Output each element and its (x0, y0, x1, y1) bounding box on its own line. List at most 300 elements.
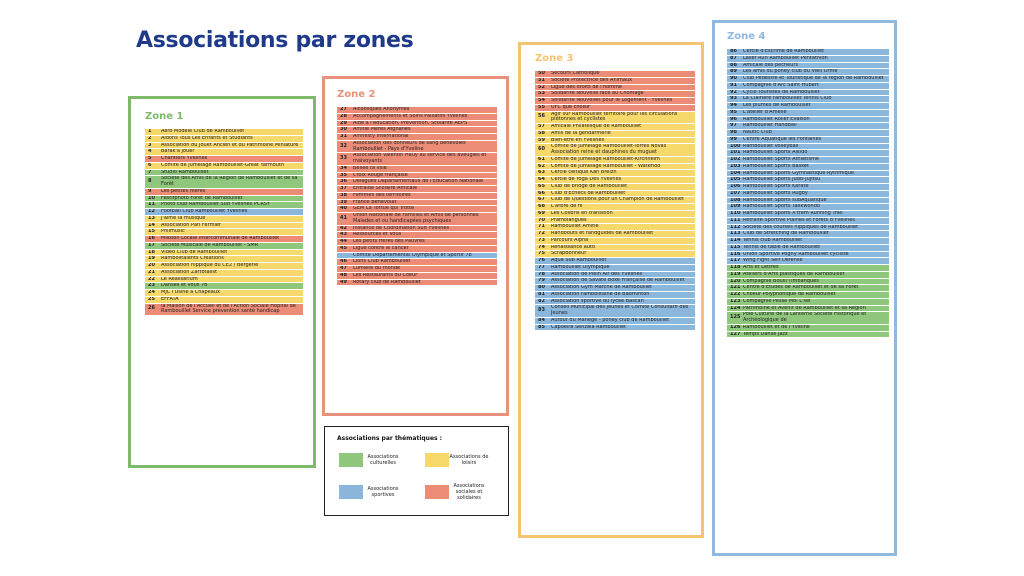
association-number: 7 (148, 169, 152, 175)
association-row (337, 193, 497, 199)
association-number: 83 (538, 307, 545, 314)
association-row (337, 280, 497, 286)
association-row (727, 117, 889, 123)
association-row (337, 107, 497, 113)
association-number: 64 (538, 177, 545, 182)
association-number: 59 (538, 137, 545, 143)
association-name: Comité de Jumelage Rambouillet-Kirchheim (551, 156, 660, 162)
association-row (727, 292, 889, 298)
association-number: 78 (538, 271, 545, 277)
association-number: 127 (730, 331, 741, 337)
association-number: 13 (148, 215, 155, 221)
association-row (727, 184, 889, 190)
association-name: Rambouillet Volleyball (743, 143, 799, 149)
association-name: Philmusic (161, 229, 185, 235)
association-row (727, 211, 889, 217)
association-name: Secours Catholique (551, 71, 600, 76)
association-row (535, 272, 695, 278)
association-number: 23 (148, 283, 155, 289)
association-number: 69 (538, 210, 545, 216)
association-name: Association Zartotalist (161, 269, 217, 275)
zone-2-title: Zone 2 (337, 89, 376, 100)
association-number: 11 (148, 202, 155, 208)
association-name: Femmes des territoires (353, 192, 411, 198)
association-row (727, 76, 889, 82)
association-row (145, 163, 303, 169)
association-name: Barak'a Jouer (161, 149, 195, 155)
association-number: 77 (538, 264, 545, 270)
association-name: Association sportive du lycée Bascan (551, 298, 644, 304)
association-number: 105 (730, 177, 741, 183)
association-number: 123 (730, 298, 741, 304)
association-row (535, 305, 695, 317)
association-name: Société des Amis de la Région de Rambouillet et de sa Forêt (161, 176, 298, 187)
association-name: Photo club Rambouillet Sud Yvelines PCRSY (161, 202, 271, 208)
association-name: Les petites mères (161, 188, 206, 194)
association-name: L'arbre de fil (551, 204, 583, 209)
association-number: 88 (730, 62, 737, 68)
association-number: 67 (538, 197, 545, 203)
association-name: Les Restaurants du Coeur (353, 272, 418, 278)
association-row (727, 198, 889, 204)
association-name: Club de bridge de Rambouillet (551, 183, 628, 189)
legend-label-sportives: Associations sportives (367, 486, 399, 498)
association-name: Bellee ta ville (353, 165, 387, 171)
association-name: Bien-être en Yvelines (551, 137, 605, 143)
zone-2-list (337, 107, 497, 286)
association-number: 81 (538, 291, 545, 297)
association-name: L'atelier d'Amélie (743, 109, 787, 115)
association-name: Rambouillet Sports Judo-Jujitsu (743, 177, 821, 183)
association-row (535, 299, 695, 305)
association-name: Les plumes de Rambouillet (743, 103, 811, 108)
association-row (535, 78, 695, 84)
association-number: 42 (340, 225, 347, 231)
association-name: Club de Questions pour un Champion de Rambouillet (551, 197, 684, 203)
association-number: 89 (730, 69, 737, 75)
association-number: 92 (730, 89, 737, 95)
zone-4-title: Zone 4 (727, 31, 766, 42)
association-name: Pramolangues (551, 217, 587, 223)
zone-1-list (145, 129, 303, 316)
association-name: Comité de jumelage Rambouillet-Torres Novas Association reine et dauphines du muguet (551, 144, 667, 155)
association-number: 38 (340, 192, 347, 198)
association-name: Association Valentin Haüy au service des aveugles et malvoyants (353, 153, 487, 164)
association-number: 85 (538, 324, 545, 330)
association-number: 32 (340, 142, 347, 149)
association-number: 20 (148, 263, 155, 268)
association-number: 31 (340, 134, 347, 139)
association-number: 91 (730, 82, 737, 88)
association-name: ScrapBonheur (551, 251, 587, 257)
association-name: Club Pédestre et Touristique de la région de Rambouillet (743, 76, 884, 81)
association-name: EFFATA (161, 296, 179, 302)
association-number: 66 (538, 190, 545, 196)
association-name: Cyclo Touristes de Rambouillet (743, 89, 820, 95)
association-row (727, 245, 889, 251)
association-row (145, 270, 303, 276)
association-row (337, 232, 497, 238)
association-name: GEM La Tortue qui Trotte (353, 206, 415, 212)
association-name: Association du Jouet Ancien et du Patrimoine Miniature (161, 142, 299, 148)
association-row (535, 224, 695, 230)
association-number: 106 (730, 184, 741, 189)
association-name: Comité de Jumelage Rambouillet - Waterloo (551, 163, 661, 169)
association-row (727, 123, 889, 129)
association-name: Aéro Modèle Club de Rambouillet (161, 129, 245, 134)
association-row (337, 134, 497, 140)
association-name: Rambouillet Sports X'trem Running Trail (743, 211, 843, 216)
association-number: 118 (730, 265, 741, 270)
association-name: Centre Aquatique les Fontaines (743, 136, 822, 142)
association-name: Compagnie Bouill'Timbanques (743, 278, 819, 284)
association-row (145, 236, 303, 242)
legend-swatch-culturelles (339, 453, 363, 467)
association-number: 58 (538, 130, 545, 136)
association-number: 93 (730, 96, 737, 102)
association-row (535, 218, 695, 224)
association-row (727, 218, 889, 224)
association-name: Rambouillet Sports Karaté (743, 184, 809, 189)
association-name: Rambouillet Handball (743, 123, 797, 129)
association-name: Rambouillet Sports Basket (743, 163, 809, 169)
association-row (535, 164, 695, 170)
zone-3-title: Zone 3 (535, 53, 574, 64)
association-row (535, 184, 695, 190)
association-number: 120 (730, 278, 741, 284)
association-number: 71 (538, 224, 545, 230)
association-number: 111 (730, 217, 741, 223)
association-name: MJC l'Usine à Chapeaux (161, 290, 220, 295)
association-number: 27 (340, 107, 347, 112)
association-number: 5 (148, 156, 152, 161)
association-row (535, 211, 695, 217)
association-name: Club d'Echecs de Rambouillet (551, 190, 626, 196)
association-name: Association Pari Fermier (161, 222, 221, 228)
association-name: Club de Stretching de Rambouillet (743, 231, 829, 237)
association-number: 9 (148, 188, 152, 194)
association-number: 6 (148, 162, 152, 168)
association-name: Lions Club Rambouillet (353, 259, 411, 265)
association-row (535, 197, 695, 203)
association-name: Association rambolitaine de Badminton (551, 291, 650, 297)
association-name: Délégués Départementaux de l'Education Nationale (353, 179, 484, 185)
association-row (145, 143, 303, 149)
association-row (145, 229, 303, 235)
association-number: 84 (538, 317, 545, 323)
association-name: Aidons Tous Les Enfants et Studiants (161, 135, 253, 141)
association-number: 79 (538, 278, 545, 284)
association-name: Rambouillet Olympique (551, 264, 610, 270)
legend-label-culturelles: Associations culturelles (367, 454, 399, 466)
association-number: 3 (148, 142, 152, 148)
association-row (535, 91, 695, 97)
association-name: Randoouts et randguidés de Rambouillet (551, 231, 654, 236)
association-row (727, 252, 889, 258)
association-row (145, 189, 303, 195)
association-row (337, 253, 497, 259)
association-number: 125 (730, 314, 741, 321)
association-row (535, 191, 695, 197)
association-number: 40 (340, 206, 347, 212)
association-number: 47 (340, 266, 347, 271)
association-number: 98 (730, 130, 737, 135)
association-number: 112 (730, 224, 741, 230)
association-name: Entraide Scolaire Amicale (353, 186, 418, 191)
association-row (145, 290, 303, 296)
association-row (535, 85, 695, 91)
association-row (337, 239, 497, 245)
association-name: Nautic Club (743, 130, 772, 135)
association-name: Association des donneurs de sang bénévoles Rambouillet - Pays d'Yveline (353, 140, 466, 152)
legend-label-loisirs: Associations de loisirs (449, 454, 489, 466)
association-name: Ligue des droits de l'homme (551, 84, 622, 90)
association-number: 95 (730, 109, 737, 115)
association-number: 87 (730, 55, 737, 61)
association-name: Le Réalisarium (161, 276, 198, 282)
association-name: Chantiers Yvelines (161, 156, 208, 161)
association-row (727, 231, 889, 237)
association-row (727, 171, 889, 177)
association-number: 28 (340, 113, 347, 119)
association-row (535, 112, 695, 124)
association-row (535, 285, 695, 291)
association-name: Société Musicale de Rambouillet - SMR (161, 242, 259, 248)
association-row (337, 273, 497, 279)
association-name: Les petits frères des Pauvres (353, 239, 425, 244)
association-row (727, 312, 889, 324)
association-name: Pôle Culturel de la Lanterne Société Historique et Archéologique de (743, 312, 867, 323)
association-number: 41 (340, 214, 347, 221)
association-number: 1 (148, 129, 152, 134)
association-row (535, 265, 695, 271)
association-row (145, 176, 303, 188)
association-number: 21 (148, 269, 155, 275)
association-number: 43 (340, 232, 347, 238)
association-number: 26 (148, 305, 155, 312)
legend-swatch-sociales (425, 485, 449, 499)
association-row (337, 246, 497, 252)
association-row (535, 251, 695, 257)
association-row (535, 177, 695, 183)
association-number: 15 (148, 229, 155, 235)
association-name: Patrimoine et Avenir de Rambouillet et sa Région (743, 305, 866, 311)
association-row (535, 124, 695, 130)
association-name: Compagnie d'Arc Saint Hubert (743, 82, 819, 88)
association-name: Société des courses hippiques de Rambouillet (743, 224, 859, 230)
association-name: Mission Locale Intercommunale de Rambouillet (161, 236, 280, 241)
association-number: 63 (538, 170, 545, 176)
association-name: Alcooliques Anonymes (353, 107, 410, 112)
association-row (535, 144, 695, 156)
association-number: 115 (730, 244, 741, 250)
association-name: Rambouillet Sports Athlétisme (743, 157, 819, 162)
association-row (535, 105, 695, 111)
association-row (727, 90, 889, 96)
association-row (145, 170, 303, 176)
association-row (727, 137, 889, 143)
association-number: 62 (538, 163, 545, 169)
legend-title: Associations par thématiques : (337, 435, 443, 442)
association-name: Comité Départemental Olympique et Sportif 78 (353, 252, 472, 258)
association-number: 94 (730, 103, 737, 108)
association-name: Association Gym Marche de Rambouillet (551, 285, 653, 290)
association-number: 25 (148, 296, 155, 302)
zone-2-panel (322, 76, 509, 416)
association-row (337, 153, 497, 165)
zone-4-panel (712, 20, 897, 556)
association-number: 73 (538, 237, 545, 243)
association-name: Société Protectrice des Animaux (551, 77, 633, 83)
page-title: Associations par zones (136, 28, 414, 53)
association-name: Compagnie Pesse Moi L'sel (743, 298, 811, 304)
association-name: Rambouillet Sports Taekwondo (743, 204, 820, 210)
association-row (535, 157, 695, 163)
association-row (535, 325, 695, 331)
association-row (535, 278, 695, 284)
association-row (727, 299, 889, 305)
association-name: Rambouillet Sports subAquatique (743, 197, 827, 203)
association-number: 109 (730, 204, 741, 210)
association-name: Cercle de Yoga Des Yvelines (551, 177, 622, 182)
association-number: 80 (538, 285, 545, 290)
association-number: 49 (340, 279, 347, 285)
association-number: 24 (148, 290, 155, 295)
association-name: Les Colibris en transition (551, 210, 613, 216)
association-number: 57 (538, 124, 545, 129)
association-row (145, 283, 303, 289)
association-row (145, 149, 303, 155)
association-number: 50 (538, 71, 545, 76)
association-row (145, 277, 303, 283)
association-row (145, 136, 303, 142)
association-row (727, 110, 889, 116)
association-row (145, 223, 303, 229)
association-number: 12 (148, 209, 155, 214)
association-number: 51 (538, 77, 545, 83)
association-name: Cercle d'Escrime de Rambouillet (743, 49, 825, 54)
association-name: Amitié Mères Afghanes (353, 127, 411, 133)
association-number: 90 (730, 76, 737, 81)
association-name: Rambouillet et de l'Yveline (743, 324, 810, 330)
association-row (727, 69, 889, 75)
association-number: 37 (340, 186, 347, 191)
association-name: Football Club Rambouillet Yvelines (161, 209, 248, 214)
association-number: 76 (538, 258, 545, 263)
association-number: 60 (538, 146, 545, 153)
association-name: Rambouillet Sports Gymnastique Rythmique (743, 170, 854, 176)
association-number: 104 (730, 170, 741, 176)
association-number: 55 (538, 104, 545, 110)
association-row (337, 121, 497, 127)
association-number: 65 (538, 183, 545, 189)
association-row (337, 179, 497, 185)
association-number: 124 (730, 305, 741, 311)
association-name: Danses et vous 78 (161, 283, 208, 289)
association-row (337, 141, 497, 153)
association-number: 18 (148, 249, 155, 255)
association-name: Lumière du monde (353, 266, 401, 271)
association-row (727, 177, 889, 183)
association-name: Parcours Alpha (551, 237, 589, 243)
legend-label-sociales: Associations sociales et solidaires (453, 483, 485, 501)
association-name: Amicale des pêcheurs (743, 62, 799, 68)
association-name: la Maison de l'Accueil et de l'Action Sociale Hôpital de Rambouillet Service prévention santé handicap (161, 303, 296, 315)
association-number: 74 (538, 244, 545, 250)
association-number: 108 (730, 197, 741, 203)
association-row (727, 285, 889, 291)
association-number: 8 (148, 178, 152, 185)
association-number: 116 (730, 251, 741, 257)
association-name: Croix Rouge française (353, 172, 408, 178)
association-number: 114 (730, 238, 741, 243)
association-row (727, 258, 889, 264)
association-number: 110 (730, 211, 741, 216)
association-name: Ressources et Vous (353, 232, 402, 238)
association-name: Capoeira Senzala Rambouillet (551, 324, 627, 330)
association-row (727, 279, 889, 285)
association-row (727, 49, 889, 55)
association-name: J'aime la musique (161, 215, 206, 221)
association-name: Rotary club de Rambouillet (353, 279, 421, 285)
association-row (145, 202, 303, 208)
association-row (145, 196, 303, 202)
association-number: 22 (148, 276, 155, 282)
zone-1-panel (128, 96, 316, 468)
association-number: 121 (730, 285, 741, 291)
legend-swatch-sportives (339, 485, 363, 499)
association-number: 14 (148, 222, 155, 228)
zone-4-list (727, 49, 889, 338)
association-name: Rambolitalents Créations (161, 256, 224, 262)
association-name: Ateliers d'Arts plastiques de Rambouillet (743, 271, 845, 277)
association-row (727, 150, 889, 156)
association-row (145, 209, 303, 215)
association-row (727, 144, 889, 150)
association-row (727, 56, 889, 62)
association-number: 53 (538, 91, 545, 97)
association-number: 102 (730, 157, 741, 162)
association-row (535, 231, 695, 237)
association-number: 99 (730, 136, 737, 142)
zone-1-title: Zone 1 (145, 111, 184, 122)
association-name: Amicale Philatélique de Rambouillet (551, 124, 642, 129)
association-name: Solidarité Nouvelle face au Chômage (551, 91, 644, 97)
association-row (337, 266, 497, 272)
association-name: Amnesty International (353, 134, 409, 139)
association-number: 45 (340, 245, 347, 251)
association-name: Cercle celtique Kan Breizh (551, 170, 617, 176)
association-number: 68 (538, 204, 545, 209)
association-row (145, 256, 303, 262)
association-number: 113 (730, 231, 741, 237)
association-number: 70 (538, 217, 545, 223)
association-name: Association hippique du CE2 / Bergerie (161, 263, 259, 268)
association-row (727, 225, 889, 231)
association-row (337, 206, 497, 212)
association-row (727, 238, 889, 244)
association-number: 34 (340, 165, 347, 171)
association-row (727, 325, 889, 331)
association-number: 101 (730, 150, 741, 156)
association-name: Rambouillet Sports Aïkido (743, 150, 808, 156)
association-name: Rambouillet Roller Evasion (743, 116, 810, 122)
association-row (727, 191, 889, 197)
association-row (727, 63, 889, 69)
association-name: Choeur Polyphonique de Rambouillet (743, 292, 836, 297)
association-name: Accompagnements et Soins Palliatifs Yvelines (353, 113, 468, 119)
association-name: Retraite Sportive Plaines et Forêts d'Yvelines (743, 217, 855, 223)
